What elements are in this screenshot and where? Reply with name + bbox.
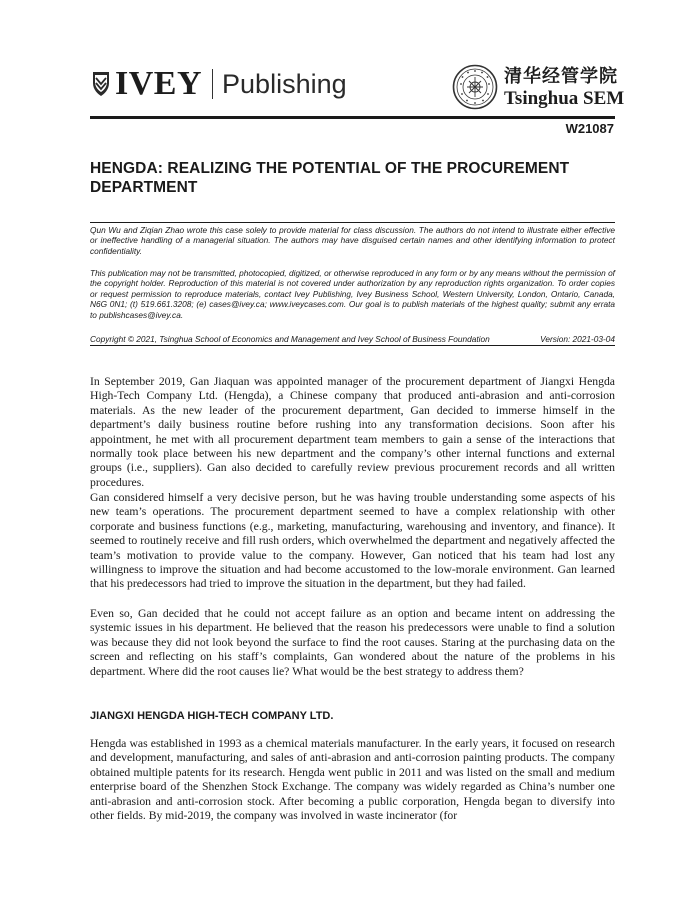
section-heading: JIANGXI HENGDA HIGH-TECH COMPANY LTD. — [90, 710, 334, 722]
case-code: W21087 — [565, 121, 614, 136]
copyright-line — [90, 334, 615, 344]
body-paragraph: Even so, Gan decided that he could not accept failure as an option and became intent on addressing the systemic issues in his department. He believed that the reason his predecessors were unable to find a solution was because they did not look beyond the surface to find the root causes. Staring at the purchasing data on the screen and reflecting on his staff’s complaints, Gan wondered about the nature of the problems in his department. Where did the root causes lie? What would be the best strategy to address them? — [90, 607, 615, 678]
tsinghua-english-name: Tsinghua SEM — [504, 87, 625, 109]
copyright-notice: This publication may not be transmitted, photocopied, digitized, or otherwise reproduced in any form or by any means without the permission of the copyright holder. Reproduction of this material is not covered under authorization by any reproduction rights organization. To order copies or request permission to reproduce materials, contact Ivey Publishing, Ivey Business School, Western University, London, Ontario, Canada, N6G 0N1; (t) 519.661.3208; (e) cases@ivey.ca; www.iveycases.com. Our goal is to publish materials of the highest quality; submit any errata to publishcases@ivey.ca. — [90, 268, 615, 320]
ivey-wordmark: IVEY — [115, 65, 203, 102]
tsinghua-seal-icon — [452, 64, 498, 110]
header-rule — [90, 116, 615, 119]
tsinghua-chinese-name: 清华经管学院 — [504, 65, 618, 87]
body-paragraph: Hengda was established in 1993 as a chemical materials manufacturer. In the early years, it focused on research and development, manufacturing, and sales of anti-abrasion and anti-corrosion painting products. The company obtained multiple patents for its research. Hengda went public in 2011 and was listed on the small and medium enterprise board of the Shenzhen Stock Exchange. The company was widely regarded as China’s number one anti-abrasion and anti-corrosion stock. After becoming a public corporation, Hengda began to diversify into other fields. By mid-2019, the company was involved in waste incinerator (for — [90, 737, 615, 823]
body-paragraph: In September 2019, Gan Jiaquan was appointed manager of the procurement department of Jiangxi Hengda High-Tech Company Ltd. (Hengda), a Chinese company that produced anti-abrasion and anti-corrosion materials. As the new leader of the procurement department, Gan decided to immerse himself in the department’s daily business routine before rushing into any transformation decisions. Soon after his appointment, he met with all procurement department team members to gain a sense of the interactions that normally took place between his new department and the company’s other internal functions and external groups (i.e., suppliers). Gan also decided to carefully review previous procurement records and all written procedures. — [90, 375, 615, 489]
authorship-disclaimer: Qun Wu and Ziqian Zhao wrote this case solely to provide material for class discussion. The authors do not intend to illustrate either effective or ineffective handling of a managerial situation. The authors may have disguised certain names and other identifying information to protect confidentiality. — [90, 225, 615, 256]
tsinghua-sem-logo — [452, 64, 624, 110]
case-title: HENGDA: REALIZING THE POTENTIAL OF THE PROCUREMENT DEPARTMENT — [90, 160, 570, 196]
ivey-shield-icon — [91, 71, 111, 97]
version-text: Version: 2021-03-04 — [540, 334, 615, 344]
ivey-publishing-logo — [91, 62, 347, 106]
copyright-text: Copyright © 2021, Tsinghua School of Economics and Management and Ivey School of Business Foundation — [90, 334, 490, 344]
disclaimer-top-rule — [90, 222, 615, 223]
publishing-label: Publishing — [222, 68, 347, 99]
body-paragraph: Gan considered himself a very decisive person, but he was having trouble understanding some aspects of his new team’s operations. The procurement department seemed to have a complex relationship with other corporate and business functions (e.g., marketing, manufacturing, warehousing and inventory, and finance). It seemed to routinely receive and fill rush orders, which overwhelmed the department and negatively affected the team’s motivation to provide value to the company. However, Gan noticed that his team had lost any willingness to improve the situation and had become accustomed to the low-morale environment. Gan learned that his predecessors had tried to improve the situation in the department, but they had failed. — [90, 491, 615, 591]
logo-divider — [212, 69, 213, 99]
disclaimer-bottom-rule — [90, 345, 615, 346]
